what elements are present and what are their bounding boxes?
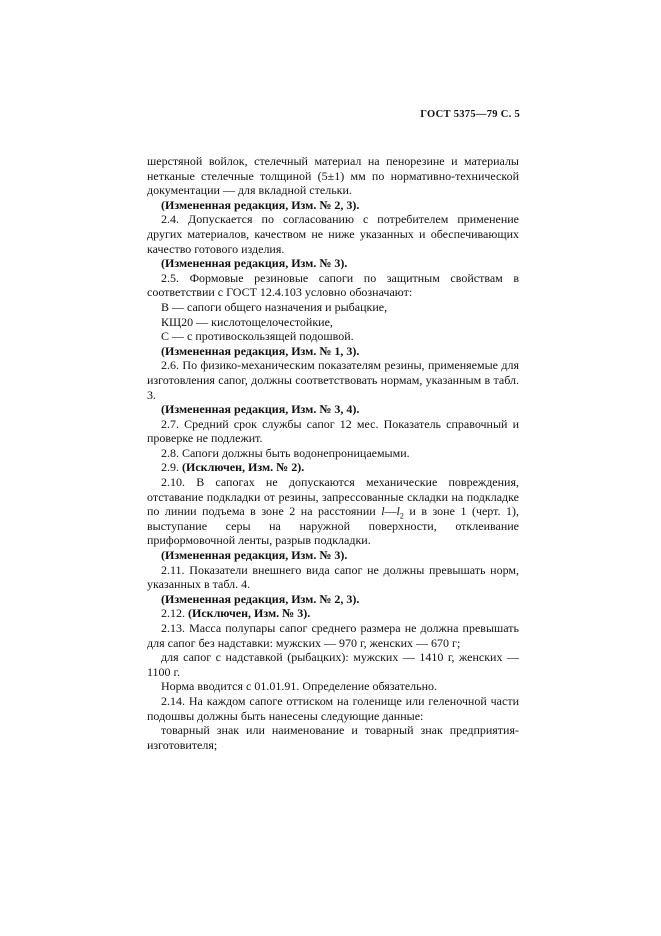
paragraph-2-10 [147,475,519,548]
amendment-note: (Измененная редакция, Изм. № 3). [161,548,348,563]
paragraph-2-13: 2.13. Масса полупары сапог среднего размера не должна превышать для сапог без надставки: мужских — 970 г, женских — 670 г; [147,621,519,650]
paragraph-2-5: 2.5. Формовые резиновые сапоги по защитным свойствам в соответствии с ГОСТ 12.4.103 условно обозначают: [147,270,519,300]
list-item-s: С — с противоскользящей подошвой. [161,329,354,344]
clause-number: 2.12. [161,606,185,621]
range-dash: — [384,504,397,519]
paragraph-2-9 [147,460,519,475]
subscript-2: 2 [399,511,404,521]
amendment-note: (Измененная редакция, Изм. № 2, 3). [161,197,360,212]
clause-text-part: 2.10. В сапогах не допускаются механические повреждения, отставание подкладки от резины, запрессованные складки на подкладке по линии подъема в зоне 2 на расстоянии [147,475,519,519]
amendment-note: (Измененная редакция, Изм. № 1, 3). [161,343,360,358]
paragraph-2-12 [147,606,519,621]
clause-text-part: и в зоне 1 (черт. 1), выступание серы на наружной поверхности, отклеивание приформовочной ленты, разрыв подкладки. [147,504,520,548]
symbol-l2: l [396,504,400,519]
excluded-note: (Исключен, Изм. № 3). [188,606,311,621]
amendment-note: (Измененная редакция, Изм. № 3, 4). [161,402,360,417]
list-item-ksch20: КЩ20 — кислотощелочестойкие, [161,314,333,329]
body-text [147,154,519,752]
list-item-trademark: товарный знак или наименование и товарный знак предприятия-изготовителя; [147,723,519,752]
paragraph: шерстяной войлок, стелечный материал на пенорезине и материалы нетканые стелечные толщиной (5±1) мм по нормативно-технической документации — для вкладной стельки. [147,154,519,198]
paragraph-2-14: 2.14. На каждом сапоге оттиском на голенище или геленочной части подошвы должны быть нанесены следующие данные: [147,693,519,723]
excluded-note: (Исключен, Изм. № 2). [182,460,305,475]
paragraph-2-8: 2.8. Сапоги должны быть водонепроницаемыми. [161,445,410,460]
page-header: ГОСТ 5375—79 С. 5 [420,109,520,120]
paragraph-2-4: 2.4. Допускается по согласованию с потребителем применение других материалов, качеством не ниже указанных и обеспечивающих качество готового изделия. [147,212,519,256]
clause-number: 2.9. [161,460,179,475]
symbol-l1: l [381,504,385,519]
paragraph-2-7: 2.7. Средний срок службы сапог 12 мес. Показатель справочный и проверке не подлежит. [147,416,519,446]
amendment-note: (Измененная редакция, Изм. № 3). [161,256,348,271]
amendment-note: (Измененная редакция, Изм. № 2, 3). [161,591,360,606]
norm-note: Норма вводится с 01.01.91. Определение обязательно. [161,679,438,694]
paragraph-2-11: 2.11. Показатели внешнего вида сапог не должны превышать норм, указанных в табл. 4. [147,562,519,592]
list-item-v: В — сапоги общего назначения и рыбацкие, [161,299,388,314]
paragraph-2-13-continued: для сапог с надставкой (рыбацких): мужских — 1410 г, женских — 1100 г. [147,650,519,679]
paragraph-2-6: 2.6. По физико-механическим показателям резины, применяемые для изготовления сапог, должны соответствовать нормам, указанным в табл. 3. [147,358,519,402]
